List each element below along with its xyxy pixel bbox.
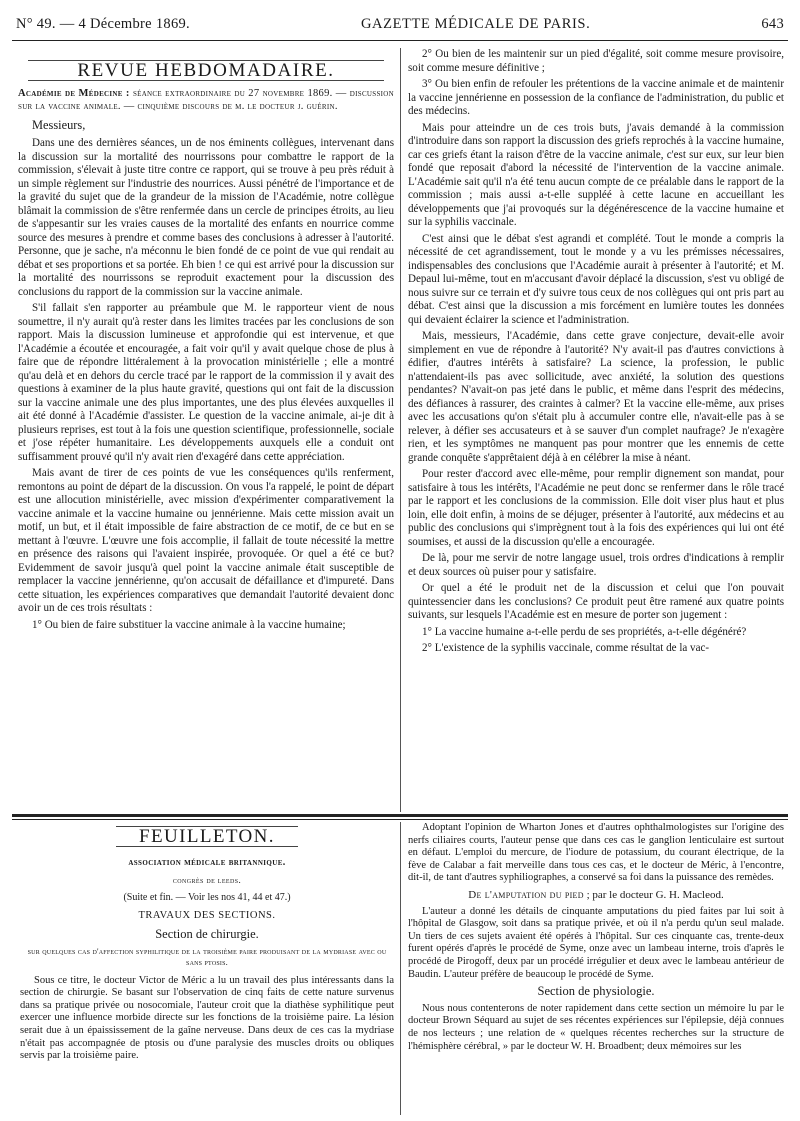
revue-title: REVUE HEBDOMADAIRE.: [28, 60, 384, 81]
paragraph: L'auteur a donné les détails de cinquante amputations du pied faites par lui soit à l'hôpital de Glasgow, soit dans sa pratique privée, et où il n'a perdu qu'un seul malade. Un tiers de ces sujets avaient été opérés à l'hôpital. Sur ces cinquante cas, trente-deux furent opérés d'après le procédé de Syme, onze avec un lambeau interne, trois d'après le procédé de Pirogoff, deux par un procédé irrégulier et deux avec le lambeau antérieur de Baudin. L'auteur préfère de beaucoup le procédé de Syme.: [408, 905, 784, 980]
column-divider: [400, 48, 401, 812]
feuilleton-rule-thin: [12, 819, 788, 820]
page-number: 643: [761, 16, 784, 32]
paragraph: Mais pour atteindre un de ces trois buts, j'avais demandé à la commission d'introduire dans son rapport la discussion des griefs reprochés à la vaccine humaine, car ces griefs étant la raison d'être de la vaccine animale, c'est sur eux, sur leur bien fondé que reposait d'abord la nécessité de l'intervention de la vaccine animale. L'Académie sait qu'il n'a été tenu aucun compte de ce préalable dans le rapport de la commission ; mais aussi a-t-elle suppléé à cette lacune en accueillant les développements que j'ai provoqués sur la dégénérescence de la vaccine humaine et sur la syphilis vaccinale.: [408, 121, 784, 228]
amputation-heading-author: ; par le docteur G. H. Macleod.: [583, 888, 724, 901]
feuilleton-rule-thick: [12, 814, 788, 817]
subtitle-prefix: Académie de Médecine :: [18, 87, 133, 99]
paragraph: 3° Ou bien enfin de refouler les prétentions de la vaccine animale et de maintenir la vaccine jennérienne en possession de la confiance de l'administration, du public et des médecins.: [408, 78, 784, 117]
paragraph: 2° Ou bien de les maintenir sur un pied d'égalité, soit comme mesure provisoire, soit comme mesure définitive ;: [408, 48, 784, 74]
paragraph: 1° La vaccine humaine a-t-elle perdu de ses propriétés, a-t-elle dégénéré?: [422, 625, 747, 638]
travaux-heading: TRAVAUX DES SECTIONS.: [138, 910, 276, 922]
feuilleton-title: FEUILLETON.: [116, 826, 298, 847]
amputation-heading-title: De l'amputation du pied: [468, 888, 584, 901]
amputation-heading: [408, 889, 784, 902]
feuilleton-section: [12, 822, 788, 1115]
paragraph: Mais avant de tirer de ces points de vue les conséquences qu'ils renferment, remontons au point de départ de la discussion. On vous l'a rappelé, le point de départ est une allocution ministérielle, avec mission d'expérimenter comparativement la vaccine animale et la vaccine humaine ou jennérienne. Mais cette mission avait un motif, un but, et il était impossible de faire abstraction de ce motif, de ce but en se mettant à l'œuvre. L'œuvre une fois accomplie, il fallait de toute nécessité la mettre en présence des raisons qui l'avaient inspirée, provoquée. Or quel a été ce but? Evidemment de savoir jusqu'à quel point la vaccine animale était susceptible de remplacer la vaccine jennérienne, qu'on accusait de défaillance et d'impureté. Dans cette situation, les expériences comparatives que demandait l'autorité devaient donc avoir un de ces trois résultats :: [18, 467, 394, 614]
section-chirurgie-heading: Section de chirurgie.: [155, 926, 259, 941]
revue-left-column: [18, 48, 394, 632]
revue-right-column: [408, 48, 784, 656]
feuilleton-right-column: [408, 822, 784, 1053]
suite-note: (Suite et fin. — Voir les nos 41, 44 et 47.): [123, 891, 291, 903]
paragraph: 2° L'existence de la syphilis vaccinale, comme résultat de la vac-: [422, 642, 710, 654]
paragraph: Sous ce titre, le docteur Victor de Méric a lu un travail des plus intéressants dans la section de chirurgie. Se basant sur l'observation de cinq faits de cette nature survenus dans sa pratique privée ou nosocomiale, l'auteur croit que la diathèse syphilitique peut exercer une influence morbide directe sur les fonctions de la troisième paire. La lésion serait due à un épaississement de la gaîne nerveuse. Dans deux de ces cas la mydriase n'était pas accompagnée de ptosis ou d'une paralysie des muscles droits ou obliques servis par la troisième paire.: [20, 974, 394, 1062]
section-physiologie-heading: Section de physiologie.: [537, 984, 655, 999]
paragraph: Mais, messieurs, l'Académie, dans cette grave conjecture, devait-elle avoir simplement en vue de répondre à l'autorité? N'y avait-il pas d'autres convictions à édifier, d'autres intérêts à satisfaire? La science, la profession, le public n'attendaient-ils pas avec sollicitude, avec anxiété, la solution des questions pendantes? N'avait-on pas jeté dans le public, et même dans l'esprit des médecins, des défiances à rassurer, des craintes à calmer? Et la vaccine elle-même, aux prises avec les accusations qu'on s'était plu à accumuler contre elle, n'avait-elle pas à se relever, à défier ses accusateurs et à se sauver d'un complet naufrage? Je n'exagère rien, et les symptômes ne manquent pas pour montrer que les ennemis de cette grande conquête s'apprêtaient déjà à en célébrer la mise à néant.: [408, 330, 784, 464]
paragraph: Or quel a été le produit net de la discussion et celui que l'on pouvait quintessencier dans les conclusions? Ce produit peut être ramené aux quatre points suivants, sur lesquels l'Académie est en mesure de porter son jugement :: [408, 582, 784, 621]
paragraph: De là, pour me servir de notre langage usuel, trois ordres d'indications à remplir et deux sources où puiser pour y satisfaire.: [408, 552, 784, 578]
journal-title: GAZETTE MÉDICALE DE PARIS.: [360, 16, 591, 32]
paragraph: S'il fallait s'en rapporter au préambule que M. le rapporteur vient de nous soumettre, il n'y aurait qu'à rester dans les limites tracées par les conclusions de son rapport. Mais la discussion lumineuse et approfondie qui est intervenue, et que l'Académie a écoutée et encouragée, a fait voir qu'il y avait quelque chose de plus à faire que de répondre littéralement à la provocation ministérielle ; elle a montré qu'au delà et en dehors du cercle tracé par le rapport de la commission il y avait des questions à examiner de la plus haute gravité, questions qui ont fait de la discussion sur la vaccine animale une des plus importantes, une des plus élevées auxquelles il ait été donné à l'Académie d'assister. Le question de la vaccine animale, ai-je dit à plusieurs reprises, est tout à la fois une question scientifique, professionnelle, sociale et j'ose répéter humanitaire. Les développements auxquels elle a conduit ont suffisamment prouvé qu'il n'y avait rien d'exagéré dans cette appréciation.: [18, 302, 394, 463]
page-header: [16, 16, 784, 38]
column-divider: [400, 822, 401, 1115]
congres-heading: congrès de leeds.: [172, 875, 242, 886]
paragraph: Pour rester d'accord avec elle-même, pour remplir dignement son mandat, pour satisfaire à tous les intérêts, l'Académie ne peut donc se renfermer dans le rôle tracé par le rapport et les conclusions de la commission. Elle doit viser plus haut et plus loin, elle doit enfin, à moins de se déjuger, présenter à l'autorité, aux médecins et au public des conclusions qui s'imprègnent tout à la fois des expériences qui lui ont été soumises, et aussi de la discussion qu'elle a encouragée.: [408, 468, 784, 548]
paragraph: Adoptant l'opinion de Wharton Jones et d'autres ophthalmologistes sur l'origine des nerfs ciliaires courts, l'auteur pense que dans ces cas le ganglion lenticulaire est surtout en défaut. L'emploi du mercure, de l'iodure de potassium, du courant électrique, de la fève de Calabar a fait merveille dans tous ces cas, et le docteur de Méric, à l'encontre, dit-il, de tant d'autres syphiliographes, a conservé sa foi dans la puissance des remèdes.: [408, 822, 784, 884]
paragraph: C'est ainsi que le débat s'est agrandi et complété. Tout le monde a compris la nécessité de cet agrandissement, tout le monde y a vu les prémisses nécessaires, indispensables des conclusions que l'Académie aurait à présenter à l'autorité; et M. Depaul lui-même, tout en m'accusant d'avoir déplacé la discussion, s'est vu obligé de nous suivre sur ce terrain et d'y suivre tous ceux de nos collègues qui ont pris part au débat. C'est ainsi que la discussion a mis forcément en lumière toutes les données qui devaient éclairer la science et l'administration.: [408, 232, 784, 326]
issue-date: N° 49. — 4 Décembre 1869.: [16, 16, 190, 32]
header-rule: [12, 40, 788, 41]
subject-heading: sur quelques cas d'affection syphilitique de la troisième paire produisant de la mydriase avec ou sans ptosis.: [27, 945, 387, 967]
paragraph: Nous nous contenterons de noter rapidement dans cette section un mémoire lu par le docteur Brown Séquard au sujet de ses récentes expériences sur l'épilepsie, déjà connues de nos lecteurs ; une relation de « quelques récentes recherches sur la structure de l'hémisphère cérébral, » par le docteur W. H. Broadbent; deux mémoires sur les: [408, 1002, 784, 1052]
paragraph: 1° Ou bien de faire substituer la vaccine animale à la vaccine humaine;: [32, 618, 346, 631]
paragraph: Dans une des dernières séances, un de nos éminents collègues, intervenant dans la discussion sur la mortalité des nourrissons pour combattre le rapport de la commission, s'élevait à juste titre contre ce rapport, qui se trouve à peu près réduit à un simple règlement sur l'industrie des nourrices. Aussi pénétré de l'importance et de la gravité du sujet que de la grandeur de la mission de l'Académie, notre collègue blâmait la commission de s'être renfermée dans un cercle de principes étroits, au lieu de s'appesantir sur les vraies causes de la mortalité des enfants en nourrice comme source des mesures à prendre et comme bases des conclusions à adresser à l'autorité. Personne, que je sache, n'a méconnu le bien fondé de ce point de vue qui rendait au débat et ses proportions et sa portée. Eh bien ! ce qui est arrivé pour la discussion sur la mortalité des nourrissons se reproduit exactement pour la discussion des conclusions du rapport de la commission sur la vaccine animale.: [18, 137, 394, 298]
revue-section: [12, 48, 788, 812]
subtitle-rest: séance extraordinaire du 27 novembre 1869. — discussion sur la vaccine animale. — cinquième discours de m. le docteur j. guérin.: [18, 87, 394, 112]
association-heading: association médicale britannique.: [128, 856, 286, 868]
salutation: Messieurs,: [32, 117, 86, 132]
feuilleton-left-column: [20, 822, 394, 1063]
revue-subtitle: [18, 87, 394, 114]
